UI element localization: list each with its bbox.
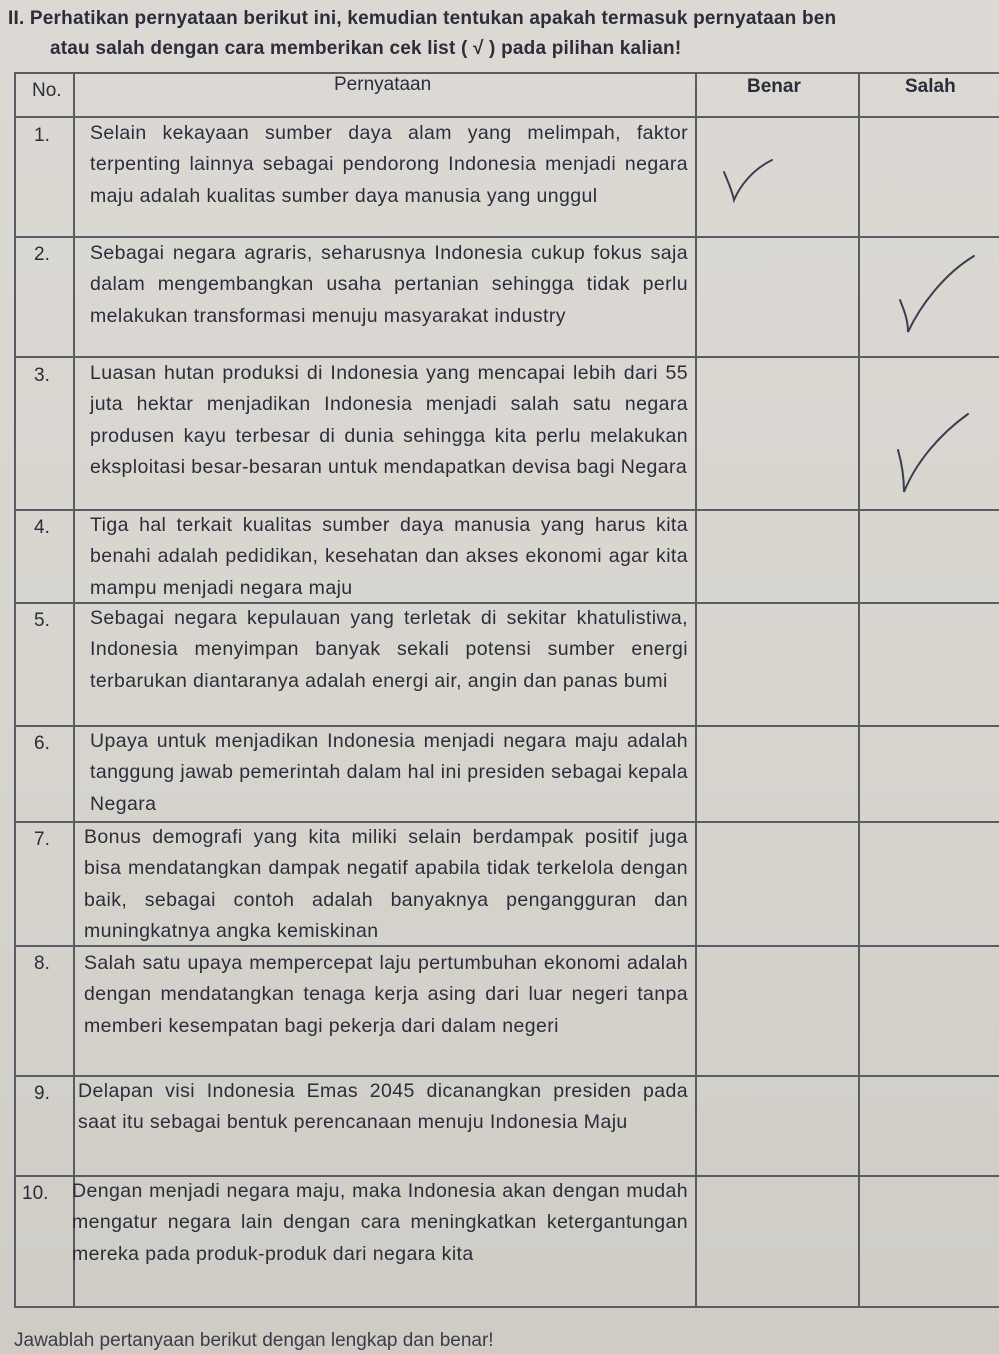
row-number: 9. [34, 1083, 50, 1104]
statement-text: Selain kekayaan sumber daya alam yang melimpah, faktor terpenting lainnya sebagai pendorong Indonesia menjadi negara maju adalah kualitas sumber daya manusia yang unggul [90, 122, 688, 207]
statement-text: Tiga hal terkait kualitas sumber daya manusia yang harus kita benahi adalah pedidikan, kesehatan dan akses ekonomi agar kita mampu menjadi negara maju [90, 514, 688, 599]
table-border-left [14, 72, 16, 1308]
check-mark-icon [718, 156, 778, 206]
row-number: 8. [34, 953, 50, 974]
table-border-top [14, 72, 999, 74]
check-mark-icon [892, 408, 972, 498]
instruction-line-1: II. Perhatikan pernyataan berikut ini, kemudian tentukan apakah termasuk pernyataan ben [8, 8, 837, 29]
statement-text: Upaya untuk menjadikan Indonesia menjadi negara maju adalah tanggung jawab pemerintah dalam hal ini presiden sebagai kepala Negara [90, 730, 688, 815]
column-divider-statement [695, 72, 697, 1308]
header-salah: Salah [905, 76, 956, 97]
statement-text: Salah satu upaya mempercepat laju pertumbuhan ekonomi adalah dengan mendatangkan tenaga kerja asing dari luar negeri tanpa memberi kesempatan bagi pekerja dari dalam negeri [84, 952, 688, 1037]
statement-text: Bonus demografi yang kita miliki selain berdampak positif juga bisa mendatangkan dampak negatif apabila tidak terkelola dengan baik, sebagai contoh adalah banyaknya pengangguran dan muningkatnya angka kemiskinan [84, 826, 688, 942]
statement-text: Luasan hutan produksi di Indonesia yang mencapai lebih dari 55 juta hektar menjadikan Indonesia menjadi salah satu negara produsen kayu terbesar di dunia sehingga kita perlu melakukan eksploitasi besar-besaran untuk mendapatkan devisa bagi Negara [90, 362, 688, 478]
instruction [8, 4, 998, 64]
check-mark-icon [892, 248, 982, 338]
next-instruction: Jawablah pertanyaan berikut dengan lengkap dan benar! [14, 1330, 494, 1351]
row-number: 3. [34, 365, 50, 386]
statement-text: Delapan visi Indonesia Emas 2045 dicanangkan presiden pada saat itu sebagai bentuk perencanaan menuju Indonesia Maju [78, 1080, 688, 1134]
statement-text: Dengan menjadi negara maju, maka Indonesia akan dengan mudah mengatur negara lain dengan cara meningkatkan ketergantungan mereka pada produk-produk dari negara kita [72, 1180, 688, 1265]
statement-table [14, 72, 999, 1308]
row-number: 5. [34, 610, 50, 631]
column-divider-benar [858, 72, 860, 1308]
row-number: 10. [22, 1183, 49, 1204]
row-number: 7. [34, 829, 50, 850]
column-divider-no [73, 72, 75, 1308]
table-border-bottom [14, 1306, 999, 1308]
row-number: 2. [34, 244, 50, 265]
header-no: No. [32, 80, 62, 101]
row-number: 1. [34, 125, 50, 146]
instruction-line-2: atau salah dengan cara memberikan cek list ( √ ) pada pilihan kalian! [50, 38, 682, 59]
statement-text: Sebagai negara agraris, seharusnya Indonesia cukup fokus saja dalam mengembangkan usaha pertanian sehingga tidak perlu melakukan transformasi menuju masyarakat industry [90, 242, 688, 327]
header-benar: Benar [747, 76, 801, 97]
row-number: 4. [34, 517, 50, 538]
row-number: 6. [34, 733, 50, 754]
statement-text: Sebagai negara kepulauan yang terletak di sekitar khatulistiwa, Indonesia menyimpan banyak sekali potensi sumber energi terbarukan diantaranya adalah energi air, angin dan panas bumi [90, 607, 688, 692]
header-statement: Pernyataan [334, 74, 432, 95]
